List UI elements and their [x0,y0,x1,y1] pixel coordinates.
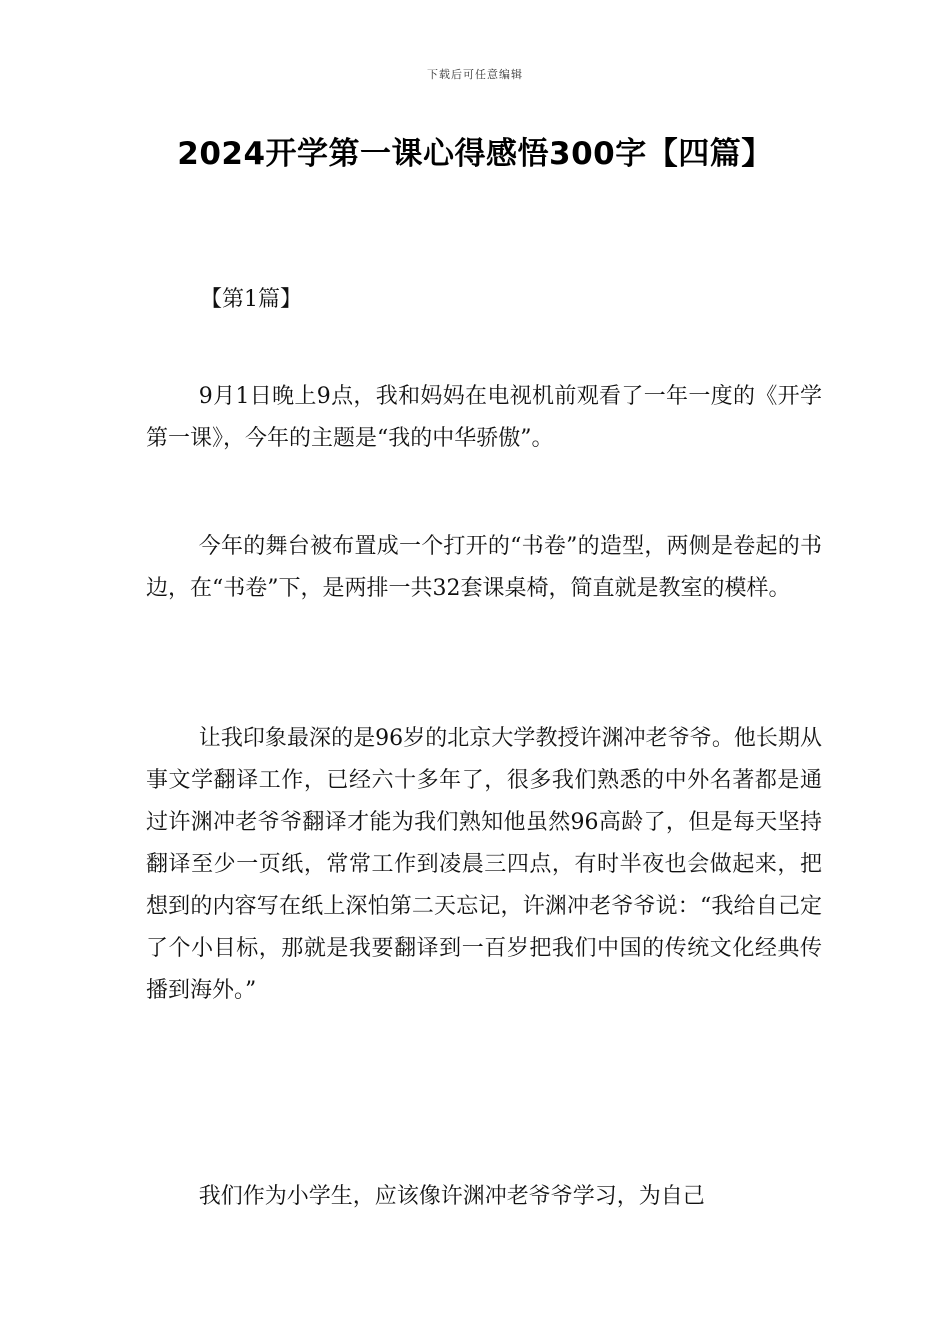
paragraph-4: 我们作为小学生，应该像许渊冲老爷爷学习，为自己 [198,1184,705,1209]
paragraph-1: 9月1日晚上9点，我和妈妈在电视机前观看了一年一度的《开学第一课》，今年的主题是“我的中华骄傲”。 [146,384,822,451]
document-title: 2024开学第一课心得感悟300字【四篇】 [177,136,773,172]
section-heading: 【第1篇】 [200,287,302,312]
paragraph-3: 让我印象最深的是96岁的北京大学教授许渊冲老爷爷。他长期从事文学翻译工作，已经六十多年了，很多我们熟悉的中外名著都是通过许渊冲老爷爷翻译才能为我们熟知他虽然96高龄了，但是每天坚持翻译至少一页纸，常常工作到凌晨三四点，有时半夜也会做起来，把想到的内容写在纸上深怕第二天忘记，许渊冲老爷爷说：“我给自己定了个小目标，那就是我要翻译到一百岁把我们中国的传统文化经典传播到海外。” [146,726,822,1003]
header-note: 下载后可任意编辑 [427,68,523,81]
paragraph-2: 今年的舞台被布置成一个打开的“书卷”的造型，两侧是卷起的书边，在“书卷”下，是两排一共32套课桌椅，简直就是教室的模样。 [146,534,822,601]
